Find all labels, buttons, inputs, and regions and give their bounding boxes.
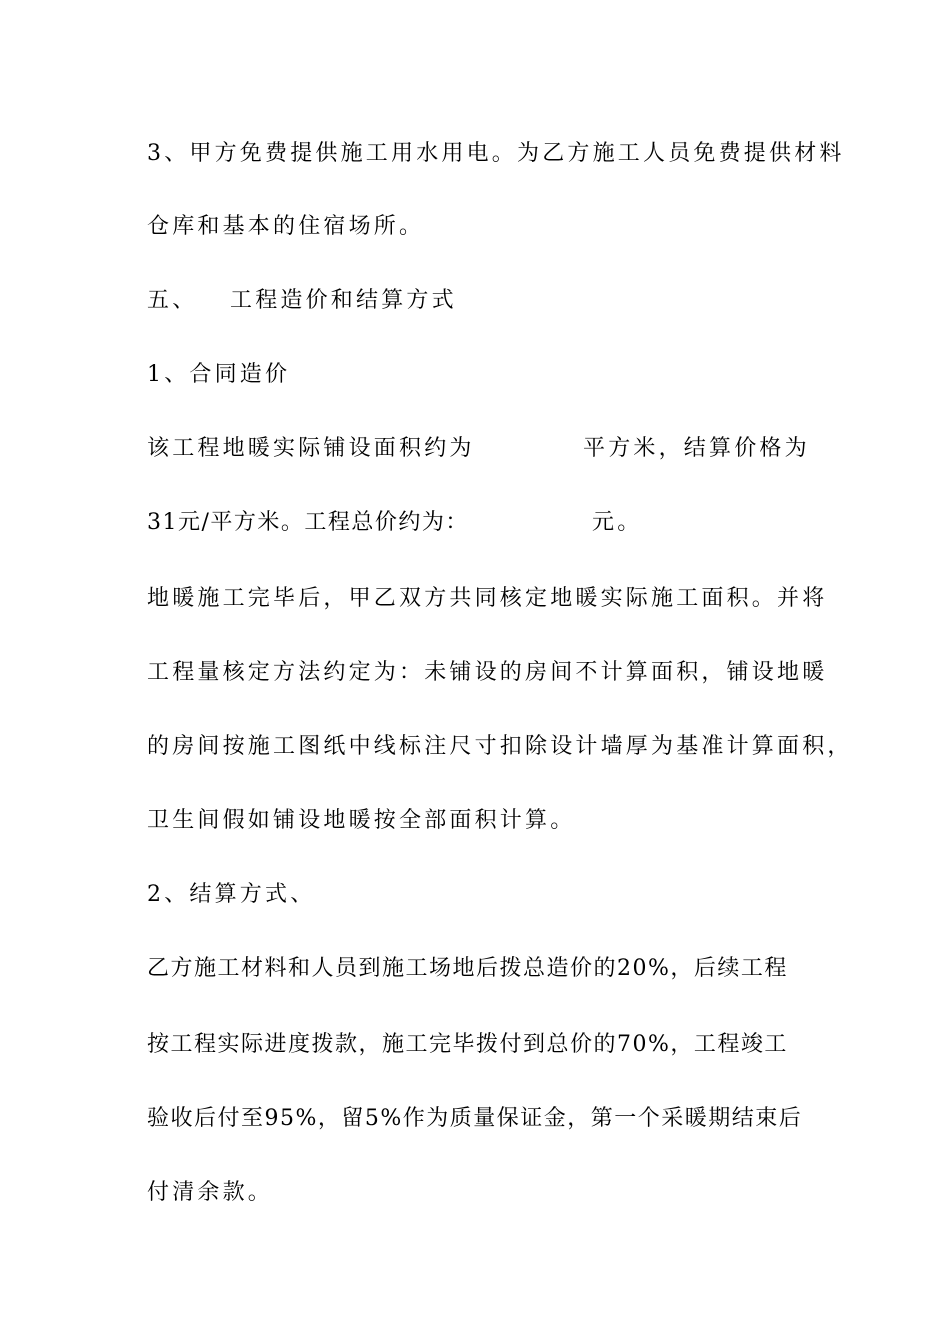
clause-water-electricity-line-2: 仓库和基本的住宿场所。: [147, 214, 425, 239]
payment-terms-line-4: 付清余款。: [147, 1180, 274, 1205]
area-verification-line-1: 地暖施工完毕后，甲乙双方共同核定地暖实际施工面积。并将: [147, 586, 828, 611]
section-heading: 工程造价和结算方式: [230, 288, 457, 313]
area-verification-line-2: 工程量核定方法约定为：未铺设的房间不计算面积，铺设地暖: [147, 660, 828, 685]
section-number: 五、: [147, 288, 198, 313]
total-price-text: 31元/平方米。工程总价约为：: [147, 510, 469, 535]
payment-terms-line-2: 按工程实际进度拨款，施工完毕拨付到总价的70%，工程竣工: [147, 1032, 788, 1057]
subsection-settlement: 2、结算方式、: [147, 882, 316, 907]
payment-terms-line-1: 乙方施工材料和人员到施工场地后拨总造价的20%，后续工程: [147, 956, 788, 981]
area-verification-line-4: 卫生间假如铺设地暖按全部面积计算。: [147, 808, 576, 833]
subsection-contract-price: 1、合同造价: [147, 362, 291, 387]
payment-terms-line-3: 验收后付至95%，留5%作为质量保证金，第一个采暖期结束后: [147, 1106, 803, 1131]
unit-price-text: 平方米，结算价格为: [583, 436, 810, 461]
area-text: 该工程地暖实际铺设面积约为: [147, 436, 475, 461]
clause-water-electricity-line-1: 3、甲方免费提供施工用水用电。为乙方施工人员免费提供材料: [147, 141, 845, 166]
area-verification-line-3: 的房间按施工图纸中线标注尺寸扣除设计墙厚为基准计算面积，: [147, 734, 853, 759]
total-price-unit: 元。: [592, 510, 643, 535]
